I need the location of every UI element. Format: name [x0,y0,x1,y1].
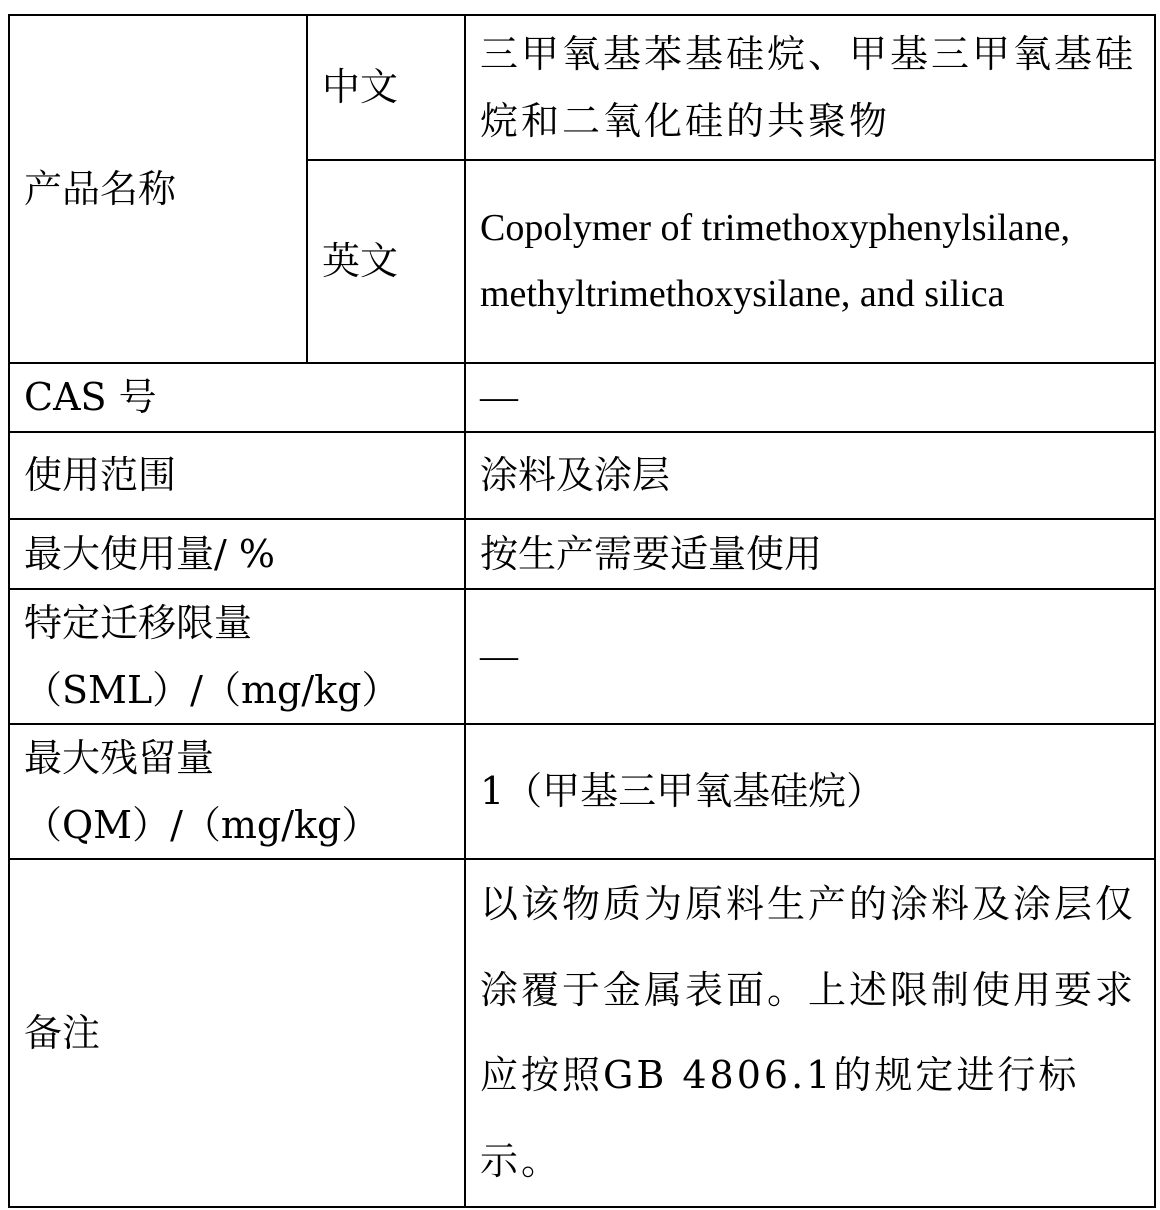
qm-row [9,724,1155,859]
sml-label [9,589,465,724]
chinese-name-label: 中文 [307,15,465,160]
english-name-label: 英文 [307,160,465,363]
qm-label-line1: 最大残留量 [24,736,215,780]
cas-row [9,363,1155,432]
max-usage-value: 按生产需要适量使用 [465,519,1155,589]
remarks-value: 以该物质为原料生产的涂料及涂层仅涂覆于金属表面。上述限制使用要求应按照GB 4806.1的规定进行标示。 [465,859,1155,1207]
sml-label-line1: 特定迁移限量 [24,601,253,645]
scope-row [9,432,1155,519]
scope-label: 使用范围 [9,432,465,519]
cas-value: — [465,363,1155,432]
product-name-label: 产品名称 [9,15,307,363]
english-name-value: Copolymer of trimethoxyphenylsilane, methyltrimethoxysilane, and silica [465,160,1155,363]
qm-label-line2: （QM）/（mg/kg） [24,802,380,847]
remarks-label: 备注 [9,859,465,1207]
product-name-zh-row [9,15,1155,160]
sml-label-line2: （SML）/（mg/kg） [24,667,400,712]
remarks-row [9,859,1155,1207]
sml-row [9,589,1155,724]
substance-spec-table [8,14,1156,1208]
qm-label [9,724,465,859]
qm-value: 1（甲基三甲氧基硅烷） [465,724,1155,859]
cas-label: CAS 号 [9,363,465,432]
max-usage-label: 最大使用量/ % [9,519,465,589]
sml-value: — [465,589,1155,724]
chinese-name-value: 三甲氧基苯基硅烷、甲基三甲氧基硅烷和二氧化硅的共聚物 [465,15,1155,160]
scope-value: 涂料及涂层 [465,432,1155,519]
max-usage-row [9,519,1155,589]
